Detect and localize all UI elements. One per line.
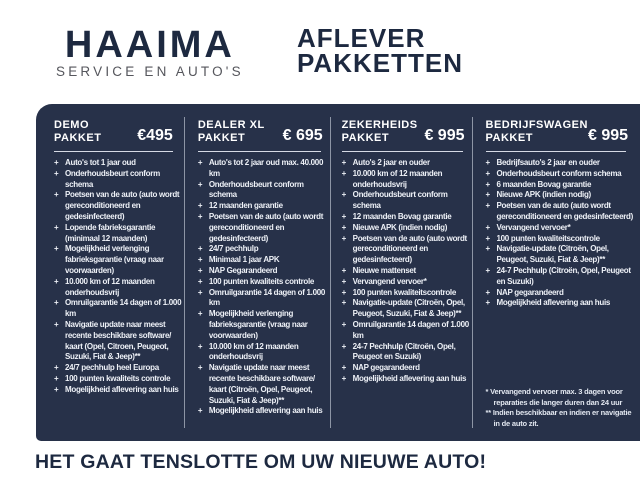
package-name	[198, 119, 265, 144]
plus-icon: +	[485, 287, 490, 297]
package-column-2	[185, 104, 331, 441]
package-item	[54, 190, 185, 222]
package-name-line1: ZEKERHEIDS	[341, 119, 418, 131]
plus-icon: +	[54, 319, 59, 329]
package-item-text: NAP gegarandeerd	[352, 363, 420, 373]
package-name-line1: DEMO	[54, 119, 89, 131]
package-item	[486, 288, 635, 299]
package-item	[342, 190, 471, 212]
package-item	[342, 298, 471, 320]
package-item	[54, 363, 185, 374]
package-item-text: 12 maanden Bovag garantie	[352, 211, 452, 221]
plus-icon: +	[341, 276, 347, 286]
package-item-text: NAP Gegarandeerd	[208, 265, 278, 275]
package-column-3	[331, 104, 473, 441]
plus-icon: +	[54, 158, 59, 167]
plus-icon: +	[341, 319, 347, 329]
package-item	[198, 180, 329, 202]
plus-icon: +	[341, 233, 347, 243]
header-divider	[198, 151, 321, 152]
package-item	[342, 234, 471, 266]
package-item	[198, 244, 329, 255]
plus-icon: +	[485, 222, 490, 232]
package-item-text: Navigatie-update (Citroën, Opel, Peugeot, Suzuki, Fiat & Jeep)**	[496, 244, 609, 265]
plus-icon: +	[485, 265, 490, 275]
footnote: ** Indien beschikbaar en indien er navigatie in de auto zit.	[485, 408, 632, 428]
package-item-text: Nieuwe APK (indien nodig)	[352, 222, 448, 232]
package-item-text: Auto's 2 jaar en ouder	[352, 158, 430, 167]
brand-name: HAAIMA	[64, 24, 235, 66]
package-item	[54, 385, 185, 396]
package-item	[486, 201, 635, 223]
package-item-text: Navigatie update naar meest recente beschikbare software/ kaart (Opel, Citroen, Peugeot, Suzuki, Fiat & Jeep)**	[65, 319, 172, 362]
plus-icon: +	[485, 244, 490, 254]
package-item	[54, 320, 185, 363]
plus-icon: +	[341, 211, 347, 221]
package-item	[54, 244, 185, 276]
package-item-text: Poetsen van de auto (auto wordt gereconditioneerd en gedesinfecteerd)	[352, 233, 467, 265]
package-item-text: 24-7 Pechhulp (Citroën, Opel, Peugeot en Suzuki)	[352, 341, 456, 362]
package-item	[198, 406, 329, 417]
package-header	[198, 119, 329, 144]
package-header	[486, 119, 635, 144]
package-name	[54, 119, 101, 144]
plus-icon: +	[341, 190, 347, 200]
package-item	[342, 212, 471, 223]
package-item-text: Mogelijkheid verlenging fabrieksgarantie (vraag naar voorwaarden)	[208, 309, 308, 340]
package-item-text: Poetsen van de auto (auto wordt gereconditioneerd en gedesinfecteerd)	[208, 211, 324, 243]
package-item-text: 6 maanden Bovag garantie	[496, 179, 592, 189]
package-item-text: Navigatie update naar meest recente beschikbare software/ kaart (Citroën, Opel, Peugeot, Suzuki, Fiat & Jeep)**	[208, 363, 315, 405]
brand-logo	[56, 24, 244, 79]
plus-icon: +	[197, 255, 203, 265]
plus-icon: +	[341, 222, 347, 232]
packages-panel	[36, 104, 640, 441]
plus-icon: +	[341, 298, 347, 308]
package-item-text: Onderhoudsbeurt conform schema	[496, 168, 622, 178]
footer-tagline: HET GAAT TENSLOTTE OM UW NIEUWE AUTO!	[35, 451, 487, 473]
package-item	[342, 277, 471, 288]
plus-icon: +	[54, 384, 59, 394]
package-item	[342, 363, 471, 374]
page-title	[297, 23, 463, 78]
package-item	[486, 180, 635, 191]
plus-icon: +	[197, 244, 203, 254]
package-name-line2: PAKKET	[341, 131, 390, 144]
plus-icon: +	[485, 179, 490, 189]
package-item-text: Onderhoudsbeurt conform schema	[352, 190, 448, 211]
package-item-text: Onderhoudsbeurt conform schema	[65, 168, 160, 189]
package-item	[198, 212, 329, 244]
plus-icon: +	[54, 168, 59, 178]
package-item	[486, 169, 635, 180]
plus-icon: +	[197, 309, 203, 319]
page-title-line1: AFLEVER	[297, 23, 426, 53]
package-item	[54, 223, 185, 245]
package-item-text: Navigatie-update (Citroën, Opel, Peugeot, Suzuki, Fiat & Jeep)**	[352, 298, 465, 319]
plus-icon: +	[341, 341, 347, 351]
package-item-text: Nieuwe APK (indien nodig)	[496, 190, 591, 200]
plus-icon: +	[341, 168, 347, 178]
package-item-text: 100 punten kwaliteits controle	[65, 373, 171, 383]
package-item-text: Auto's tot 1 jaar oud	[65, 158, 136, 167]
package-price: € 695	[282, 127, 323, 144]
header-divider	[342, 151, 463, 152]
package-item-text: Bedrijfsauto's 2 jaar en ouder	[496, 158, 600, 167]
plus-icon: +	[197, 179, 203, 189]
plus-icon: +	[197, 265, 203, 275]
package-item-text: 10.000 km of 12 maanden onderhoudsvrij	[352, 168, 443, 189]
package-item-text: Omruilgarantie 14 dagen of 1.000 km	[65, 298, 182, 319]
plus-icon: +	[197, 158, 203, 167]
footnote: * Vervangend vervoer max. 3 dagen voor reparaties die langer duren dan 24 uur	[485, 387, 623, 407]
package-item	[54, 169, 185, 191]
plus-icon: +	[341, 265, 347, 275]
package-name-line2: PAKKET	[485, 131, 533, 144]
package-item	[198, 277, 329, 288]
plus-icon: +	[197, 276, 203, 286]
plus-icon: +	[485, 201, 490, 211]
package-item-text: Onderhoudsbeurt conform schema	[208, 179, 304, 200]
package-item	[486, 223, 635, 234]
package-name-line2: PAKKET	[197, 131, 246, 144]
plus-icon: +	[485, 233, 490, 243]
package-item-list	[342, 158, 471, 385]
package-item	[198, 363, 329, 406]
package-item	[54, 158, 185, 169]
package-item-text: Omruilgarantie 14 dagen of 1.000 km	[208, 287, 326, 308]
package-item-text: Lopende fabrieksgarantie (minimaal 12 maanden)	[65, 222, 156, 243]
plus-icon: +	[54, 363, 59, 373]
plus-icon: +	[197, 341, 203, 351]
package-name	[486, 119, 588, 144]
package-item	[486, 298, 635, 309]
plus-icon: +	[485, 190, 490, 200]
package-item-text: Minimaal 1 jaar APK	[208, 255, 280, 265]
package-item-text: Mogelijkheid aflevering aan huis	[496, 298, 611, 308]
package-item-text: 100 punten kwaliteits controle	[208, 276, 315, 286]
package-item-text: NAP gegarandeerd	[496, 287, 564, 297]
page-title-line2: PAKKETTEN	[297, 48, 463, 78]
plus-icon: +	[485, 298, 490, 308]
plus-icon: +	[54, 190, 59, 200]
package-item-text: 12 maanden garantie	[208, 201, 283, 211]
package-item-text: 10.000 km of 12 maanden onderhoudsvrij	[208, 341, 299, 362]
package-item	[342, 169, 471, 191]
package-item	[198, 288, 329, 310]
package-item-list	[486, 158, 635, 309]
package-item	[342, 223, 471, 234]
package-item-text: 100 punten kwaliteitscontrole	[496, 233, 600, 243]
package-item-text: Poetsen van de auto (auto wordt gereconditioneerd en gedesinfecteerd)	[65, 190, 180, 221]
package-header	[342, 119, 471, 144]
package-item	[198, 309, 329, 341]
package-item	[486, 266, 635, 288]
plus-icon: +	[341, 287, 347, 297]
package-item	[198, 266, 329, 277]
plus-icon: +	[54, 244, 59, 254]
plus-icon: +	[197, 201, 203, 211]
package-item-text: 24/7 pechhulp	[208, 244, 259, 254]
plus-icon: +	[54, 276, 59, 286]
plus-icon: +	[341, 373, 347, 383]
header-divider	[486, 151, 627, 152]
package-item	[486, 234, 635, 245]
package-item-list	[54, 158, 185, 396]
package-name-line2: PAKKET	[54, 131, 102, 144]
plus-icon: +	[485, 168, 490, 178]
package-item	[342, 320, 471, 342]
package-column-1	[36, 104, 185, 441]
package-item	[198, 342, 329, 364]
plus-icon: +	[485, 158, 490, 167]
package-item-text: Mogelijkheid aflevering aan huis	[65, 384, 179, 394]
package-item	[54, 298, 185, 320]
plus-icon: +	[197, 287, 203, 297]
package-column-4	[473, 104, 640, 441]
package-item	[54, 277, 185, 299]
package-item	[198, 201, 329, 212]
package-item-text: Nieuwe mattenset	[352, 265, 416, 275]
plus-icon: +	[197, 363, 203, 373]
plus-icon: +	[54, 373, 59, 383]
package-item-text: 100 punten kwaliteitscontrole	[352, 287, 456, 297]
package-item	[486, 244, 635, 266]
package-item-text: Vervangend vervoer*	[352, 276, 427, 286]
package-item-list	[198, 158, 329, 417]
package-item-text: 10.000 km of 12 maanden onderhoudsvrij	[65, 276, 155, 297]
package-price: €495	[137, 127, 173, 144]
package-item-text: Mogelijkheid aflevering aan huis	[208, 406, 323, 416]
package-name	[342, 119, 418, 144]
package-item	[342, 266, 471, 277]
package-name-line1: BEDRIJFSWAGEN	[485, 119, 588, 131]
plus-icon: +	[341, 363, 347, 373]
package-item	[342, 342, 471, 364]
header-divider	[54, 151, 173, 152]
package-item	[342, 158, 471, 169]
package-price: € 995	[587, 127, 629, 144]
package-item	[198, 158, 329, 180]
package-item-text: Poetsen van de auto (auto wordt gereconditioneerd en gedesinfecteerd)	[496, 201, 633, 221]
package-item	[486, 158, 635, 169]
package-item	[342, 288, 471, 299]
package-item-text: Mogelijkheid verlenging fabrieksgarantie (vraag naar voorwaarden)	[65, 244, 164, 275]
package-item	[198, 255, 329, 266]
package-header	[54, 119, 185, 144]
package-item-text: Vervangend vervoer*	[496, 222, 571, 232]
package-item	[54, 374, 185, 385]
brand-subtitle: SERVICE EN AUTO'S	[56, 64, 244, 79]
package-item	[486, 190, 635, 201]
package-name-line1: DEALER XL	[197, 119, 265, 131]
plus-icon: +	[197, 211, 203, 221]
plus-icon: +	[341, 158, 347, 167]
package-item-text: Auto's tot 2 jaar oud max. 40.000 km	[208, 158, 324, 178]
package-item-text: 24-7 Pechhulp (Citroën, Opel, Peugeot en Suzuki)	[496, 265, 631, 286]
package-price: € 995	[424, 127, 465, 144]
plus-icon: +	[197, 406, 203, 416]
package-item-text: Omruilgarantie 14 dagen of 1.000 km	[352, 319, 469, 340]
plus-icon: +	[54, 222, 59, 232]
plus-icon: +	[54, 298, 59, 308]
footnotes	[486, 387, 635, 431]
package-item-text: 24/7 pechhulp heel Europa	[65, 363, 159, 373]
package-item-text: Mogelijkheid aflevering aan huis	[352, 373, 467, 383]
package-item	[342, 374, 471, 385]
